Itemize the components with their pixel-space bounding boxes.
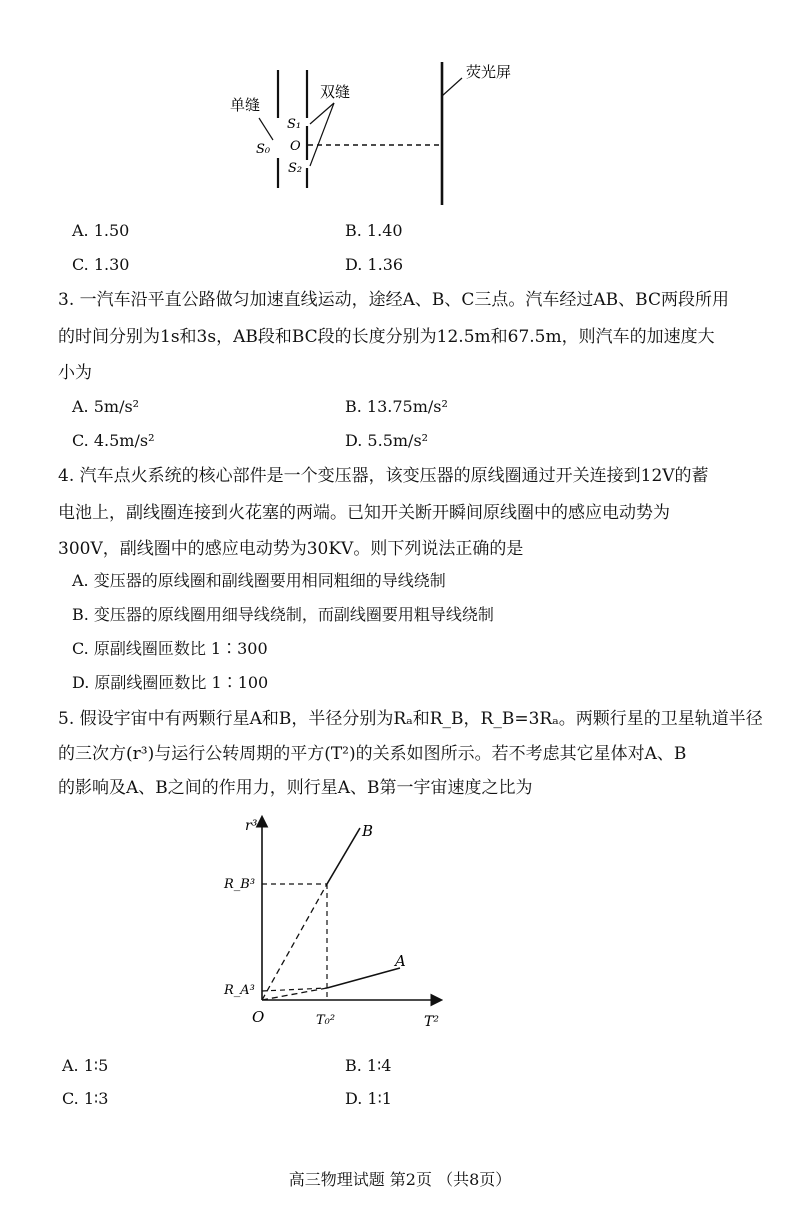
q4-line-1: 4. 汽车点火系统的核心部件是一个变压器，该变压器的原线圈通过开关连接到12V的蓄 <box>58 466 709 486</box>
line-a-label: A <box>395 952 406 970</box>
q3-option-a: A. 5m/s² <box>72 397 140 416</box>
q3-line-2: 的时间分别为1s和3s，AB段和BC段的长度分别为12.5m和67.5m，则汽车的加速度大 <box>58 327 715 347</box>
single-slit-leader <box>259 118 273 140</box>
q3-option-c: C. 4.5m/s² <box>72 431 155 450</box>
q4-line-2: 电池上，副线圈连接到火花塞的两端。已知开关断开瞬间原线圈中的感应电动势为 <box>58 503 670 523</box>
q2-option-d: D. 1.36 <box>345 255 404 274</box>
origin-label: O <box>252 1008 265 1026</box>
line-b-dashed <box>262 884 327 1000</box>
rb3-label: R_B³ <box>224 877 256 892</box>
q5-line-3: 的影响及A、B之间的作用力，则行星A、B第一宇宙速度之比为 <box>58 778 533 798</box>
q3-line-3: 小为 <box>58 363 92 383</box>
line-b-solid <box>327 828 360 884</box>
ra3-label: R_A³ <box>224 983 255 998</box>
q2-option-b: B. 1.40 <box>345 221 403 240</box>
double-slit-diagram <box>0 0 800 215</box>
double-slit-leader-2 <box>310 103 334 166</box>
q2-option-c: C. 1.30 <box>72 255 130 274</box>
double-slit-label: 双缝 <box>320 83 351 101</box>
s1-label: S₁ <box>287 117 302 132</box>
y-axis-label: r³ <box>245 818 258 834</box>
line-a-solid <box>327 968 400 988</box>
q4-option-a: A. 变压器的原线圈和副线圈要用相同粗细的导线绕制 <box>72 571 446 590</box>
o-label: O <box>290 139 301 154</box>
line-a-dashed <box>262 988 327 1000</box>
q5-option-d: D. 1∶1 <box>345 1089 392 1108</box>
q5-option-c: C. 1∶3 <box>62 1089 109 1108</box>
q3-option-b: B. 13.75m/s² <box>345 397 448 416</box>
q5-option-a: A. 1∶5 <box>62 1056 109 1075</box>
screen-leader <box>442 78 462 96</box>
q5-option-b: B. 1∶4 <box>345 1056 392 1075</box>
s0-label: S₀ <box>256 142 271 157</box>
q4-option-c: C. 原副线圈匝数比 1∶300 <box>72 639 268 658</box>
line-b-label: B <box>362 822 374 840</box>
t02-label: T₀² <box>316 1013 336 1028</box>
page-footer: 高三物理试题 第2页 （共8页） <box>288 1170 512 1189</box>
x-axis-label: T² <box>424 1014 439 1030</box>
q5-line-1: 5. 假设宇宙中有两颗行星A和B，半径分别为Rₐ和R_B，R_B=3Rₐ。两颗行星的卫星轨道半径 <box>58 709 763 729</box>
q5-line-2: 的三次方(r³)与运行公转周期的平方(T²)的关系如图所示。若不考虑其它星体对A、B <box>58 744 687 764</box>
ra3-guide <box>262 988 327 991</box>
q4-line-3: 300V，副线圈中的感应电动势为30KV。则下列说法正确的是 <box>58 539 524 559</box>
screen-label: 荧光屏 <box>466 63 512 81</box>
single-slit-label: 单缝 <box>230 96 261 114</box>
q4-option-b: B. 变压器的原线圈用细导线绕制，而副线圈要用粗导线绕制 <box>72 605 494 624</box>
orbit-graph <box>0 800 800 1040</box>
q3-option-d: D. 5.5m/s² <box>345 431 429 450</box>
s2-label: S₂ <box>288 161 303 176</box>
q2-option-a: A. 1.50 <box>72 221 130 240</box>
q3-line-1: 3. 一汽车沿平直公路做匀加速直线运动，途经A、B、C三点。汽车经过AB、BC两段所用 <box>58 290 729 310</box>
q4-option-d: D. 原副线圈匝数比 1∶100 <box>72 673 269 692</box>
